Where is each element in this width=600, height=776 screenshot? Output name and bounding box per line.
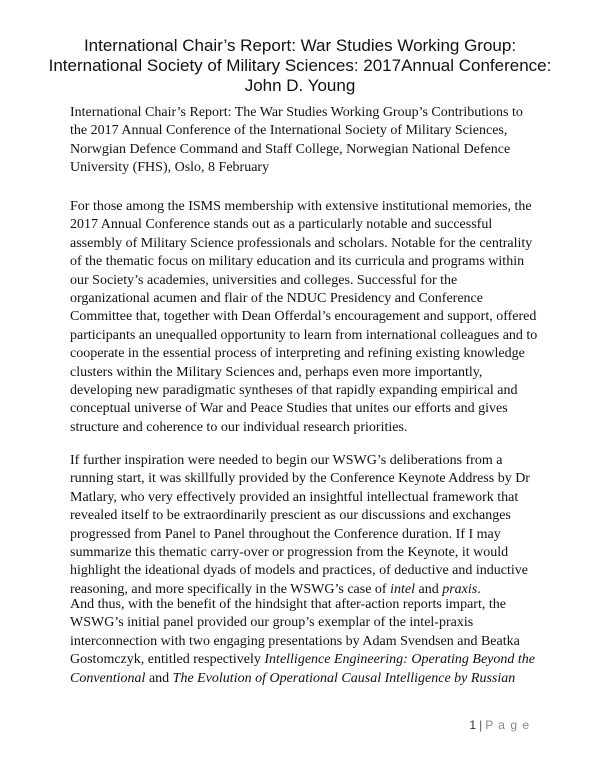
text-line: For those among the ISMS membership with extensive institutional memories, the [70, 199, 532, 214]
text-line: progressed from Panel to Panel throughout the Conference duration. If I may [70, 526, 501, 542]
text-line: WSWG’s initial panel provided our group’s exemplar of the intel-praxis [70, 615, 474, 631]
page-footer [469, 718, 530, 732]
text-line: of the thematic focus on military education and its curricula and programs within [70, 254, 525, 270]
text-line: summarize this thematic carry-over or progression from the Keynote, it would [70, 545, 509, 561]
text-line: International Chair’s Report: The War Studies Working Group’s Contributions to [70, 105, 523, 120]
paragraph-panel [70, 596, 540, 688]
text-line: running start, it was skillfully provided by the Conference Keynote Address by Dr [70, 471, 530, 487]
text-line: If further inspiration were needed to begin our WSWG’s deliberations from a [70, 453, 503, 468]
document-title [40, 36, 560, 96]
paragraph-conference [70, 198, 540, 437]
text-line: participants an unequalled opportunity to learn from international colleagues and to [70, 327, 538, 343]
text-span: Gostomczyk, entitled respectively [70, 652, 265, 668]
text-line: developing new paradigmatic syntheses of that rapidly expanding empirical and [70, 383, 518, 399]
title-line: International Society of Military Sciences: 2017Annual Conference: [48, 56, 552, 75]
text-line: structure and coherence to our individual research priorities. [70, 419, 408, 435]
text-line: organizational acumen and flair of the NDUC Presidency and Conference [70, 291, 483, 307]
text-line: Committee that, together with Dean Offerdal’s encouragement and support, offered [70, 309, 537, 325]
page-label: P a g e [485, 718, 530, 732]
text-line: the 2017 Annual Conference of the International Society of Military Sciences, [70, 123, 508, 139]
text-span: . [477, 581, 481, 597]
italic-term-intel: intel [390, 581, 415, 597]
text-line: Matlary, who very effectively provided an insightful intellectual framework that [70, 489, 519, 505]
page-number: 1 [469, 718, 477, 732]
text-line: Norwgian Defence Command and Staff College, Norwegian National Defence [70, 141, 511, 157]
italic-title: The Evolution of Operational Causal Intelligence by Russian [172, 670, 516, 686]
italic-title: Intelligence Engineering: Operating Beyond the [264, 652, 535, 668]
italic-title: Conventional [70, 670, 146, 686]
text-line: highlight the ideational dyads of models and practices, of deductive and inductive [70, 563, 528, 579]
title-line: John D. Young [244, 76, 356, 95]
text-span: and [145, 670, 173, 686]
text-line: our Society’s academies, universities and colleges. Successful for the [70, 272, 458, 288]
paragraph-keynote [70, 452, 540, 599]
text-line: And thus, with the benefit of the hindsight that after-action reports impart, the [70, 597, 506, 612]
text-line: 2017 Annual Conference stands out as a particularly notable and successful [70, 217, 493, 233]
text-line [70, 651, 540, 669]
text-line: University (FHS), Oslo, 8 February [70, 160, 270, 176]
text-span: and [414, 581, 443, 597]
text-span: reasoning, and more specifically in the WSWG’s case of [70, 581, 391, 597]
paragraph-intro [70, 104, 540, 178]
text-line: cooperate in the essential process of interpreting and refining existing knowledge [70, 346, 525, 362]
text-line: conceptual universe of War and Peace Studies that unites our efforts and gives [70, 401, 508, 417]
text-line: interconnection with two engaging presentations by Adam Svendsen and Beatka [70, 633, 520, 649]
text-line [70, 670, 540, 688]
italic-term-praxis: praxis [442, 581, 478, 597]
title-line: International Chair’s Report: War Studies Working Group: [83, 36, 517, 55]
footer-separator: | [479, 718, 483, 732]
text-line: revealed itself to be extraordinarily prescient as our discussions and exchanges [70, 508, 511, 524]
text-line: assembly of Military Science professionals and scholars. Notable for the centrality [70, 235, 533, 251]
text-line: clusters within the Military Sciences and, perhaps even more importantly, [70, 364, 483, 380]
